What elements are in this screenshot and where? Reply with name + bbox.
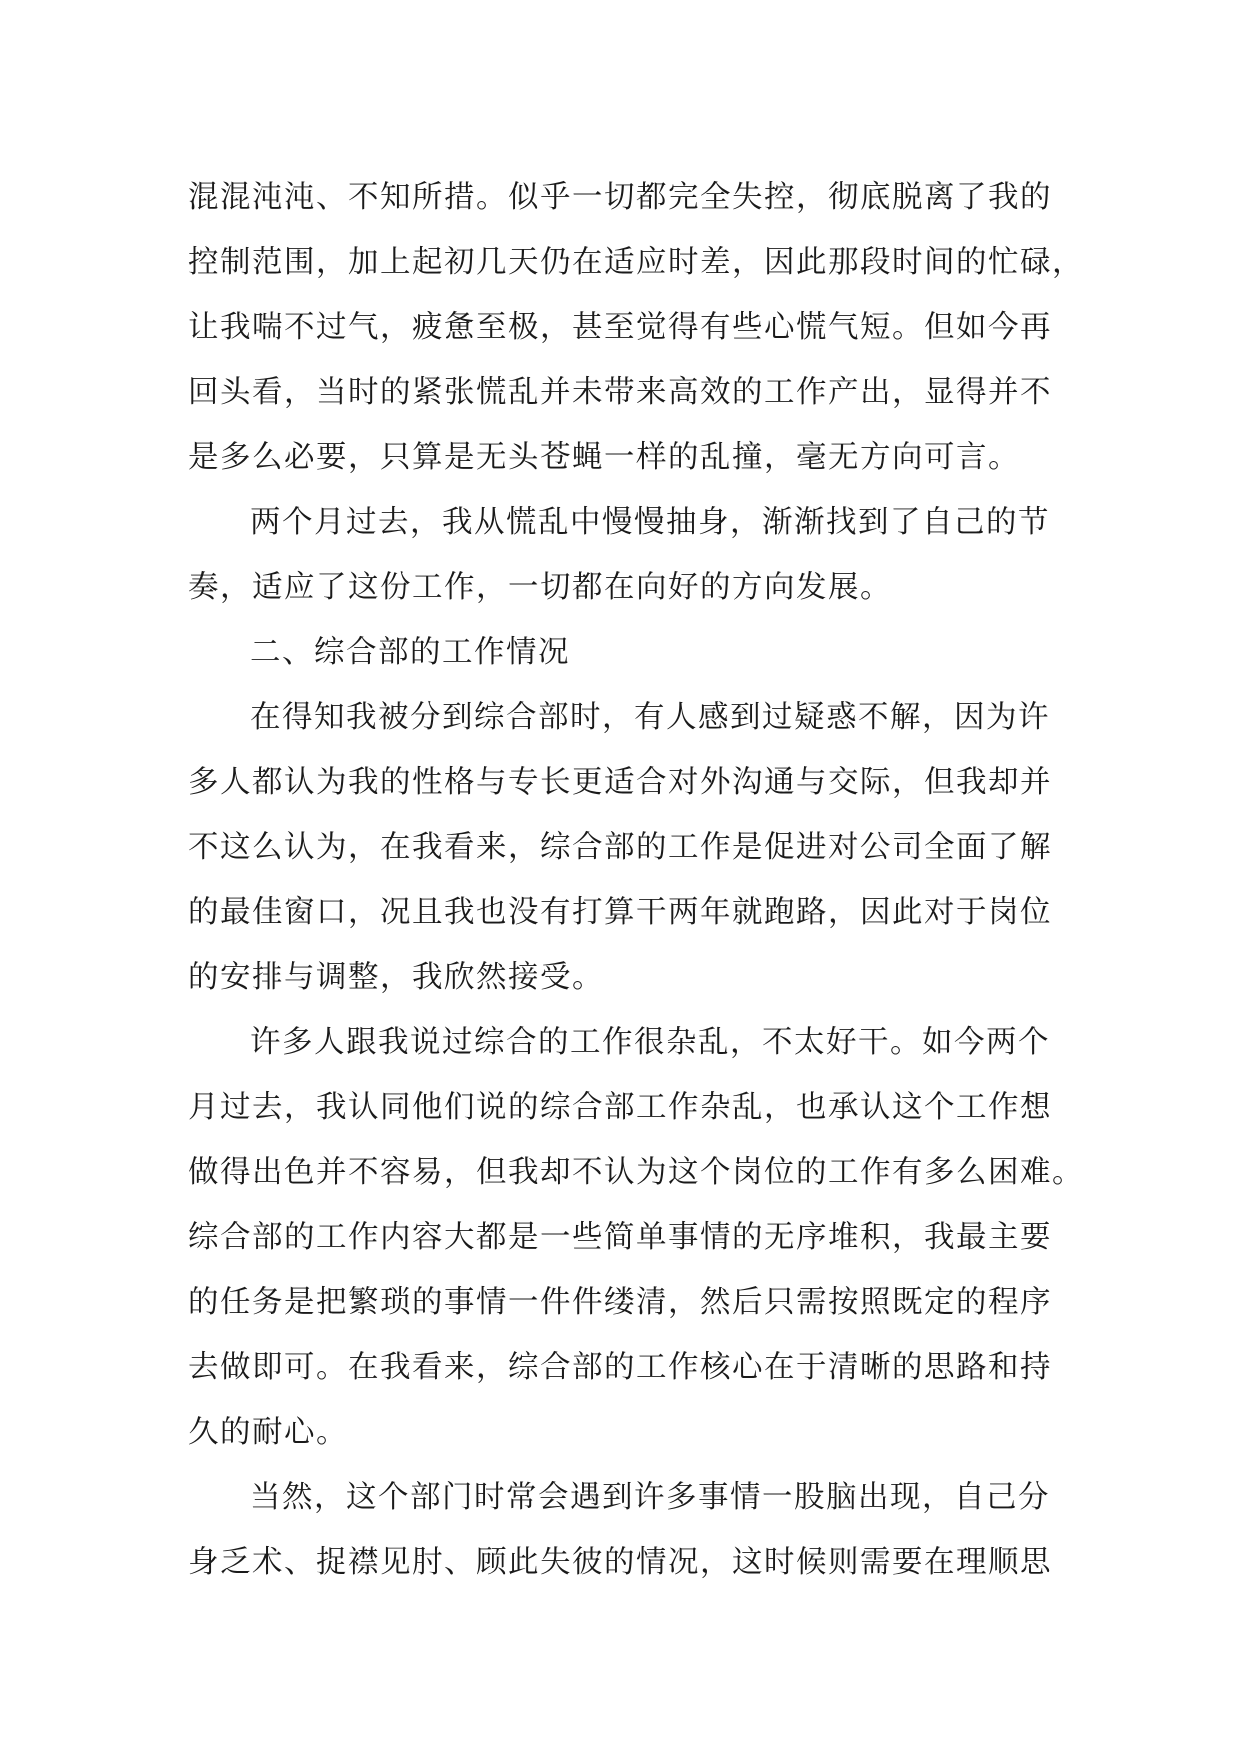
text-line: 的任务是把繁琐的事情一件件缕清，然后只需按照既定的程序 [188,1285,1052,1320]
text-line: 是多么必要，只算是无头苍蝇一样的乱撞，毫无方向可言。 [188,440,1020,475]
text-line: 在得知我被分到综合部时，有人感到过疑惑不解，因为许 [250,700,1050,735]
text-line: 当然，这个部门时常会遇到许多事情一股脑出现，自己分 [250,1480,1050,1515]
text-line: 的安排与调整，我欣然接受。 [188,960,604,995]
text-line: 综合部的工作内容大都是一些简单事情的无序堆积，我最主要 [188,1220,1052,1255]
text-line: 多人都认为我的性格与专长更适合对外沟通与交际，但我却并 [188,765,1052,800]
body-text [188,165,1084,1595]
section-heading: 二、综合部的工作情况 [250,635,570,670]
text-line: 控制范围，加上起初几天仍在适应时差，因此那段时间的忙碌， [188,245,1084,280]
text-line: 的最佳窗口，况且我也没有打算干两年就跑路，因此对于岗位 [188,895,1052,930]
text-line: 两个月过去，我从慌乱中慢慢抽身，渐渐找到了自己的节 [250,505,1050,540]
text-line: 去做即可。在我看来，综合部的工作核心在于清晰的思路和持 [188,1350,1052,1385]
text-line: 混混沌沌、不知所措。似乎一切都完全失控，彻底脱离了我的 [188,180,1052,215]
text-line: 许多人跟我说过综合的工作很杂乱，不太好干。如今两个 [250,1025,1050,1060]
text-line: 让我喘不过气，疲惫至极，甚至觉得有些心慌气短。但如今再 [188,310,1052,345]
text-line: 月过去，我认同他们说的综合部工作杂乱，也承认这个工作想 [188,1090,1052,1125]
text-line: 身乏术、捉襟见肘、顾此失彼的情况，这时候则需要在理顺思 [188,1545,1052,1580]
text-line: 回头看，当时的紧张慌乱并未带来高效的工作产出，显得并不 [188,375,1052,410]
text-line: 久的耐心。 [188,1415,348,1450]
text-line: 奏，适应了这份工作，一切都在向好的方向发展。 [188,570,892,605]
text-line: 不这么认为，在我看来，综合部的工作是促进对公司全面了解 [188,830,1052,865]
text-line: 做得出色并不容易，但我却不认为这个岗位的工作有多么困难。 [188,1155,1084,1190]
